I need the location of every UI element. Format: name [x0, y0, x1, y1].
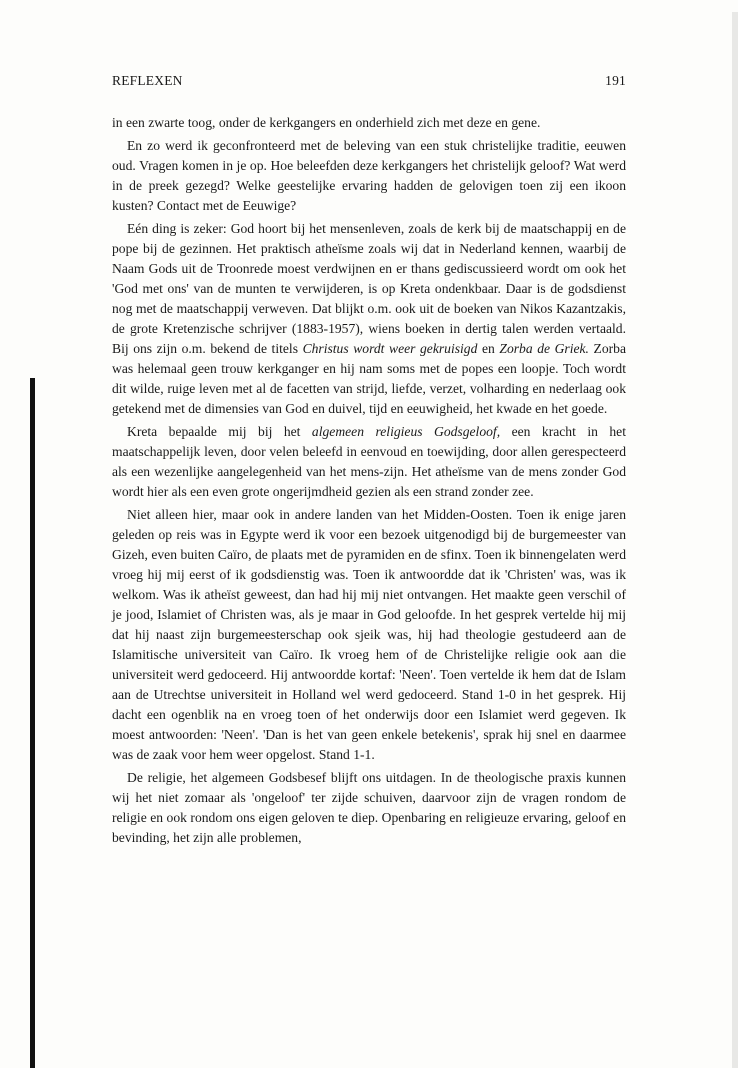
paragraph-5: Niet alleen hier, maar ook in andere landen van het Midden-Oosten. Toen ik enige jaren geleden op reis was in Egypte werd ik voor een bezoek uitgenodigd bij de burgemeester van Gizeh, even buiten Caïro, de plaats met de pyramiden en de sfinx. Toen ik binnengelaten werd vroeg hij mij eerst of ik godsdienstig was. Toen ik antwoordde dat ik 'Christen' was, was ik welkom. Was ik atheïst geweest, dan had hij mij niet ontvangen. Het maakte geen verschil of je jood, Islamiet of Christen was, als je maar in God geloofde. In het gesprek vertelde hij mij dat hij naast zijn burgemeesterschap ook sjeik was, hij had theologie gestudeerd aan de Islamitische universiteit van Caïro. Ik vroeg hem of de Christelijke religie ook aan die universiteit werd gedoceerd. Hij antwoordde kortaf: 'Neen'. Toen vertelde ik hem dat de Islam aan de Utrechtse universiteit in Holland wel werd gedoceerd. Stand 1-0 in het gesprek. Hij dacht een ogenblik na en vroeg toen of het onderwijs door een Islamiet werd gegeven. Ik moest antwoorden: 'Neen'. 'Dan is het van geen enkele betekenis', sprak hij snel en daarmee was de zaak voor hem weer opgelost. Stand 1-1. — [112, 507, 626, 762]
paragraph-3-text-b: en — [481, 341, 495, 356]
emphasis-godsgeloof: algemeen religieus Godsgeloof, — [311, 424, 501, 439]
paragraph-3-text-a: Eén ding is zeker: God hoort bij het mensenleven, zoals de kerk bij de maatschappij en de pope bij de gezinnen. Het praktisch atheïsme zoals wij dat in Nederland kennen, waarbij de Naam Gods uit de Troonrede moest verdwijnen en er thans gediscussieerd wordt om ook het 'God met ons' van de munten te verwijderen, is op Kreta ondenkbaar. Daar is de godsdienst nog met de maatschappij verweven. Dat blijkt o.m. ook uit de boeken van Nikos Kazantzakis, de grote Kretenzische schrijver (1883-1957), wiens boeken in dertig talen werden vertaald. Bij ons zijn o.m. bekend de titels — [112, 221, 626, 356]
scan-binding-edge — [30, 378, 35, 1068]
paragraph-3-text-c: Zorba was helemaal geen trouw kerkganger en hij nam soms met de popes een loopje. Toch wordt dit wilde, ruige leven met al de facetten van strijd, liefde, verzet, volharding en nederlaag ook getekend met de dimensies van God en duivel, tijd en eeuwigheid, het kwade en het goede. — [112, 341, 626, 416]
running-title: REFLEXEN — [112, 73, 183, 88]
page-number: 191 — [605, 73, 626, 88]
page-edge-shadow — [732, 12, 738, 1068]
book-title-christus: Christus wordt weer gekruisigd — [302, 341, 478, 356]
paragraph-4 — [112, 422, 626, 502]
body-text — [112, 113, 626, 848]
paragraph-4-text-b: een kracht in het maatschappelijk leven, door velen beleefd in eenvoud en toewijding, door allen gerespecteerd als een wezenlijke aangelegenheid van het mens-zijn. Het atheïsme van de mens zonder God wordt hier als een even grote ongerijmdheid gezien als een strand zonder zee. — [112, 424, 626, 499]
paragraph-6: De religie, het algemeen Godsbesef blijft ons uitdagen. In de theologische praxis kunnen wij het niet zomaar als 'ongeloof' ter zijde schuiven, daarvoor zijn de vragen rondom de religie en ook rondom ons eigen geloven te diep. Openbaring en religieuze ervaring, geloof en bevinding, het zijn alle problemen, — [112, 770, 626, 845]
running-header — [112, 73, 626, 93]
paragraph-3 — [112, 219, 626, 419]
book-title-zorba: Zorba de Griek. — [499, 341, 589, 356]
paragraph-4-text-a: Kreta bepaalde mij bij het — [127, 424, 301, 439]
paragraph-2: En zo werd ik geconfronteerd met de beleving van een stuk christelijke traditie, eeuwen oud. Vragen komen in je op. Hoe beleefden deze kerkgangers het christelijk geloof? Wat werd in de preek gezegd? Welke geestelijke ervaring hadden de gelovigen toen zij een ikoon kusten? Contact met de Eeuwige? — [112, 138, 626, 213]
paragraph-1: in een zwarte toog, onder de kerkgangers en onderhield zich met deze en gene. — [112, 115, 541, 130]
